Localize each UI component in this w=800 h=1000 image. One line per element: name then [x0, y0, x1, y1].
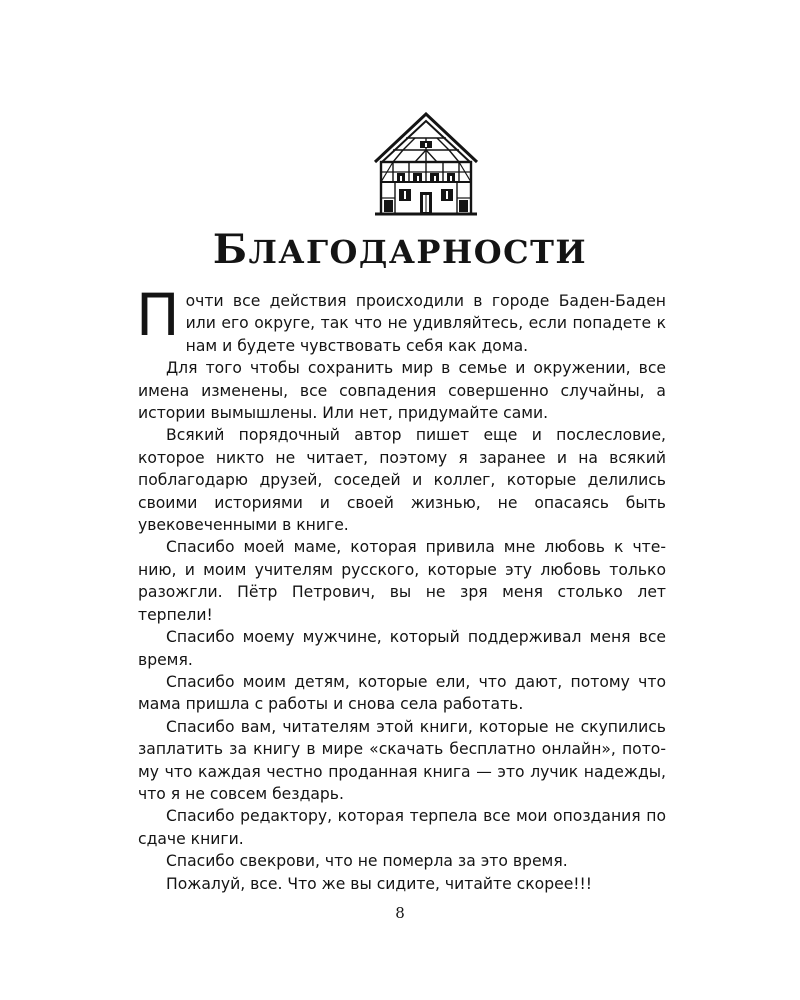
- paragraph-3: Всякий порядочный автор пишет еще и послесловие, которое никто не читает, поэтому я заранее и на всякий поблагодарю друзей, соседей и коллег, которые делились своими историями и своей жизнью, не опасаясь быть увековеченными в книге.: [138, 426, 666, 535]
- paragraph-2: Для того чтобы сохранить мир в семье и окружении, все имена изменены, все совпадения совершенно случайны, а истории вымышлены. Или нет, придумайте сами.: [138, 359, 666, 423]
- paragraph-8: Спасибо редактору, которая терпела все мои опоздания по сдаче книги.: [138, 807, 666, 848]
- title-rest: ЛАГОДАРНОСТИ: [248, 233, 588, 271]
- half-timbered-house-icon: [373, 112, 479, 218]
- body-text: [136, 281, 666, 895]
- drop-cap: П: [136, 281, 180, 349]
- paragraph-4: Спасибо моей маме, которая привила мне любовь к чтению, и моим учителям русского, которые эту любовь только разожгли. Пётр Петрович, вы не зря меня столько лет терпели!: [138, 538, 666, 624]
- page-title: [0, 228, 800, 274]
- paragraph-1-text: очти все действия происходили в городе Баден-Баден или его округе, так что не удивляйтесь, если попадете к нам и будете чувствовать себя как дома.: [185, 292, 666, 355]
- paragraph-10: Пожалуй, все. Что же вы сидите, читайте скорее!!!: [166, 874, 593, 893]
- title-first-letter: Б: [212, 226, 249, 273]
- paragraph-9: Спасибо свекрови, что не померла за это время.: [166, 852, 568, 871]
- paragraph-5: Спасибо моему мужчине, который поддерживал меня все время.: [138, 628, 666, 669]
- paragraph-7: Спасибо вам, читателям этой книги, которые не скупились заплатить за книгу в мире «скачать бесплатно онлайн», потому что каждая честно проданная книга — это лучик надежды, что я не совсем бездарь.: [138, 717, 666, 803]
- page-number: 8: [395, 904, 405, 922]
- paragraph-6: Спасибо моим детям, которые ели, что дают, потому что мама пришла с работы и снова села работать.: [138, 672, 666, 714]
- paragraph-1: [136, 281, 666, 357]
